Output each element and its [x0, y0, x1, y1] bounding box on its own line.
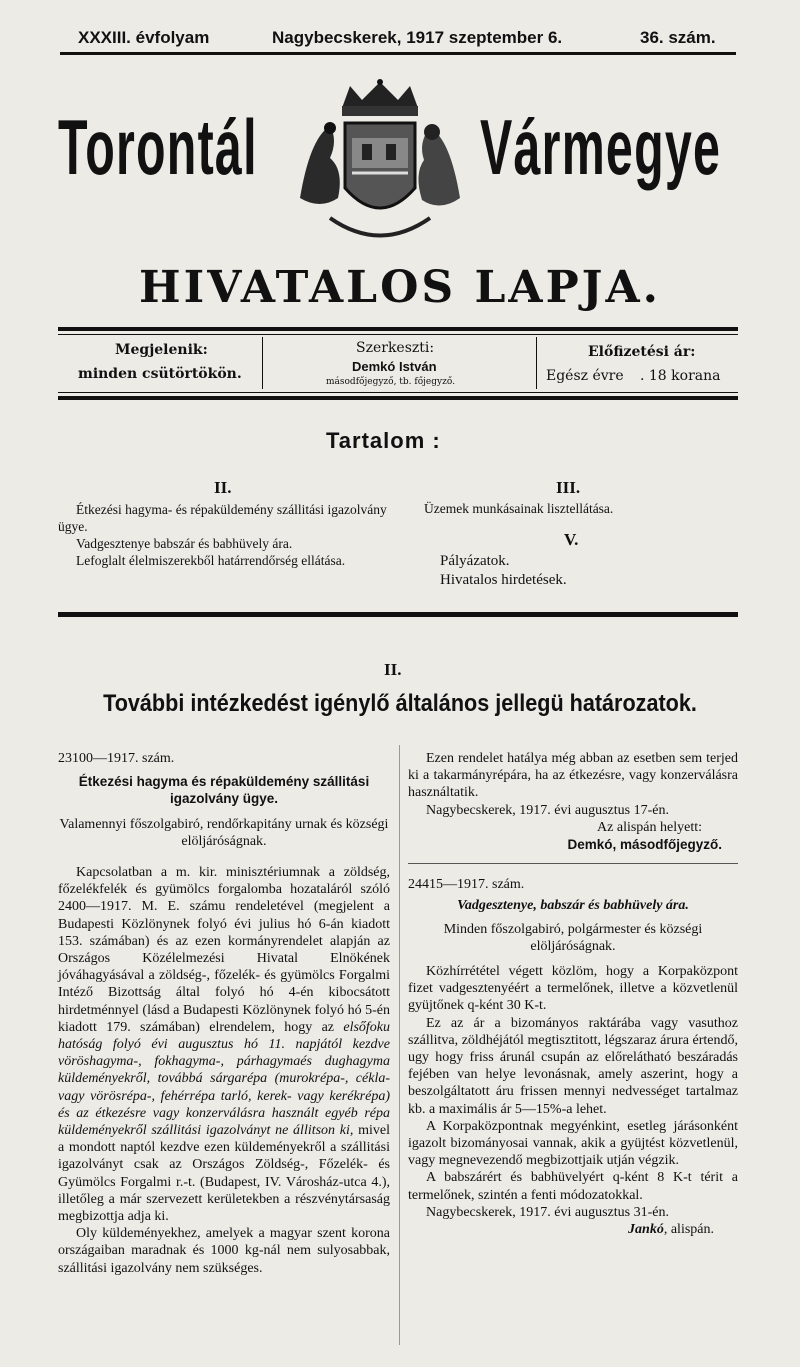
right-ref2: 24415—1917. szám. — [408, 877, 525, 893]
right-signer1: Demkó, másodfőjegyző. — [567, 837, 722, 853]
subtitle: HIVATALOS LAPJA. — [139, 262, 661, 313]
volume-label: XXXIII. évfolyam — [78, 28, 210, 47]
right-date1: Nagybecskerek, 1917. évi augusztus 17-én. — [426, 802, 669, 818]
left-para1-end: mivel a mondott naptól kezdve ezen küldeményekről a szállitási igazolványt csak az Országos Zöldség-, Főzelék- és Gyümölcs Forgalmi r.-t. (Budapest, IV. Városház-utca 4.), illetőleg a már szervezett kerületekben a részvénytársaság megbizottja adja ki. — [58, 1123, 390, 1225]
editor-label: Szerkeszti: — [356, 340, 435, 356]
toc-left-list — [58, 501, 388, 569]
left-column — [58, 750, 390, 1277]
right-p3: A Korpaközpontnak megyénkint, esetleg járásonként igazolt bizományosai vannak, akik a gyüjtést közvetlenül, vagy megnevezendő megbizottjaik utján végzik. — [408, 1118, 738, 1169]
right-p4: A babszárért és babhüvelyért q-ként 8 K-t térit a termelőnek, szintén a fenti módozatokkal. — [408, 1170, 738, 1203]
left-para2: Oly küldeményekhez, amelyek a magyar szent korona országaiban maradnak és 1000 kg-nál nem sulyosabbak, szállitási igazolvány nem szükséges. — [58, 1226, 390, 1276]
editor-name: Demkó István — [352, 359, 437, 374]
left-para1-italic: elsőfoku hatóság folyó évi augusztus hó 11. napjától kezdve vöröshagyma-, fokhagyma-, párhagymaés dughagyma küldeményekről, továbbá sárgarépa (murokrépa-, cékla- vagy vörösrépa-, fehérrépa tarló, kerek- vagy kerékrépa) és az étkezésre vagy konzerválásra használt egyéb répa küldeményekről szállitási igazolványt ne állitson ki, — [58, 1019, 391, 1139]
masthead-row — [58, 24, 734, 50]
toc-left-item: Vadgesztenye babszár és babhüvely ára. — [76, 536, 293, 551]
appears-label: Megjelenik: — [115, 342, 208, 358]
right-address2: Minden főszolgabiró, polgármester és községi elöljáróságnak. — [443, 921, 703, 954]
right-signer2-name: Jankó — [628, 1222, 664, 1238]
title-right: Vármegye — [480, 103, 722, 191]
info-bottom-rule — [58, 396, 738, 400]
title-left: Torontál — [58, 103, 258, 191]
toc-right-section-1: III. — [556, 478, 581, 497]
right-para1: Ezen rendelet hatálya még abban az esetben sem terjed ki a takarmányrépára, ha az étkezésre, vagy konzerválásra használtatik. — [408, 751, 738, 801]
toc-right-item-1: Üzemek munkásainak lisztellátása. — [424, 501, 614, 516]
section-number: II. — [384, 660, 402, 679]
right-deputy: Az alispán helyett: — [597, 819, 702, 835]
issue-number: 36. szám. — [640, 28, 716, 47]
right-signer2-role: , alispán. — [663, 1222, 714, 1238]
coat-of-arms-icon — [290, 78, 470, 256]
masthead-rule — [60, 52, 736, 55]
info-divider-2 — [536, 337, 537, 389]
column-divider — [399, 745, 400, 1345]
appears-value: minden csütörtökön. — [78, 366, 242, 382]
right-p2: Ez az ár a bizományos raktárába vagy vasuthoz szállitva, zöldhéjától megtisztitott, légszaraz árura értendő, ugy hogy friss árunál csupán az előrelátható beszáradás fejében van helye levonásnak, amely aszerint, hogy a beszolgáltatott áru frissen mennyi nedvességet tartalmaz kb. a maximális ár 5—15%-a lehet. — [408, 1015, 738, 1117]
right-date2: Nagybecskerek, 1917. évi augusztus 31-én. — [426, 1204, 669, 1220]
left-title: Étkezési hagyma és répaküldemény szállitási igazolvány ügye. — [78, 774, 370, 807]
place-date: Nagybecskerek, 1917 szeptember 6. — [272, 28, 563, 47]
toc-heading: Tartalom : — [326, 428, 441, 453]
toc-left-item: Étkezési hagyma- és répaküldemény szállitási igazolvány ügye. — [58, 502, 387, 534]
info-bottom-rule-thin — [58, 392, 738, 393]
subscription-period: Egész évre — [546, 368, 624, 384]
section-heading: További intézkedést igénylő általános jellegü határozatok. — [103, 690, 697, 717]
right-column — [408, 750, 738, 1238]
left-address: Valamennyi főszolgabiró, rendőrkapitány urnak és községi elöljáróságnak. — [59, 816, 389, 849]
right-signer2 — [408, 1221, 738, 1238]
toc-left-item: Lefoglalt élelmiszerekből határrendőrség ellátása. — [76, 553, 346, 568]
subscription-label: Előfizetési ár: — [588, 344, 696, 360]
editor-role: másodfőjegyző, tb. főjegyző. — [326, 377, 456, 387]
left-para1 — [58, 864, 390, 1225]
info-top-rule — [58, 327, 738, 331]
info-top-rule-thin — [58, 334, 738, 335]
right-p1: Közhírrététel végett közlöm, hogy a Korpaközpont fizet vadgesztenyéért a termelőnek, illetve a közvetlenül gyüjtőnek q-ként 30 K-t. — [408, 964, 738, 1014]
toc-left-section: II. — [214, 478, 232, 497]
info-divider-1 — [262, 337, 263, 389]
toc-right-item-3: Hivatalos hirdetések. — [440, 572, 567, 588]
right-title2: Vadgesztenye, babszár és babhüvely ára. — [457, 898, 689, 914]
subscription-price: . 18 korana — [640, 368, 721, 384]
left-para1-text: Kapcsolatban a m. kir. minisztériumnak a zöldség, főzelékfelék és gyümölcs forgalomba hozataláról szóló 2400—1917. M. E. számu rendeletével (megjelent a Budapesti Közlönynek folyó évi julius hó 6-án kiadott 153. számában) és az ezen kormányrendelet alapján az Országos Közélelmezési Hivatal Elnökének jóváhagyásával a zöldség-, főzelék- és gyümölcs Forgalmi Intéző Bizottság által folyó hó 4-én kibocsátott hirdetménnyel (lásd a Budapesti Közlönynek folyó hó 5-én kiadott 179. számában) elrendelem, hogy az — [58, 865, 390, 1035]
toc-bottom-rule — [58, 612, 738, 617]
toc-right-item-2: Pályázatok. — [440, 553, 510, 569]
right-divider — [408, 863, 738, 864]
toc-right-section-2: V. — [564, 530, 579, 549]
left-ref: 23100—1917. szám. — [58, 751, 175, 766]
